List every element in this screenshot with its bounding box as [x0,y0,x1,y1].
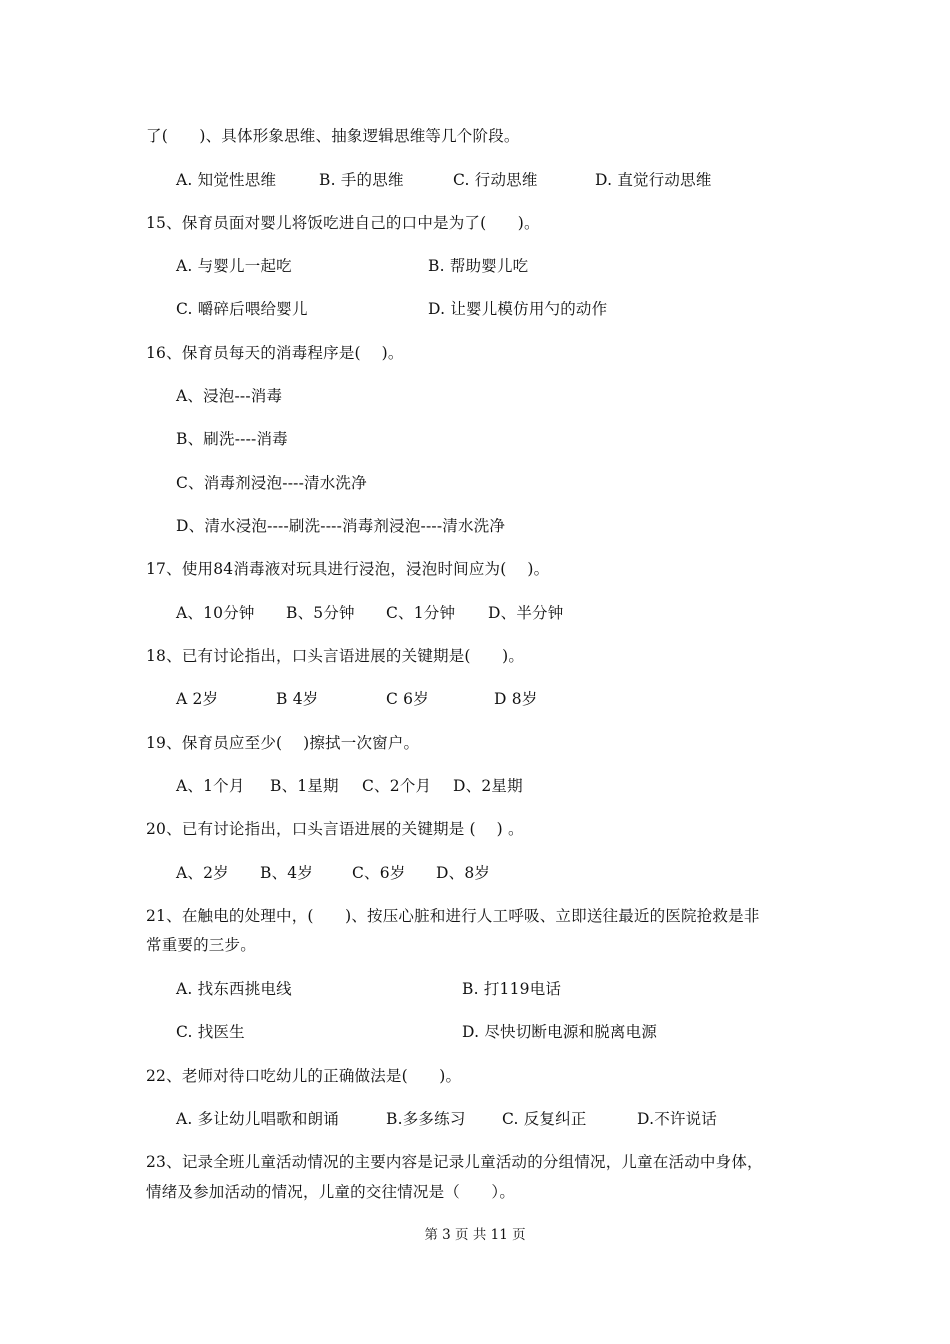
page-footer: 第 3 页 共 11 页 [424,1227,526,1243]
q18-stem: 18、已有讨论指出，口头言语进展的关键期是( )。 [146,647,525,665]
q20-option-a: A、2岁 [176,864,229,882]
q20-stem: 20、已有讨论指出，口头言语进展的关键期是 ( ) 。 [146,820,524,838]
q17-option-d: D、半分钟 [488,604,564,622]
q16-option-c: C、消毒剂浸泡----清水洗净 [176,474,367,492]
q15-option-d: D. 让婴儿模仿用勺的动作 [428,300,608,318]
q21-stem-line2: 常重要的三步。 [146,936,256,954]
q14-stem-continuation: 了( )、具体形象思维、抽象逻辑思维等几个阶段。 [146,127,520,145]
q16-option-d: D、清水浸泡----刷洗----消毒剂浸泡----清水洗净 [176,517,506,535]
q19-option-a: A、1个月 [176,777,245,795]
q16-option-b: B、刷洗----消毒 [176,430,288,448]
q14-option-d: D. 直觉行动思维 [595,171,712,189]
q22-option-d: D.不许说话 [637,1110,718,1128]
q14-option-c: C. 行动思维 [453,171,538,189]
q17-stem: 17、使用84消毒液对玩具进行浸泡，浸泡时间应为( )。 [146,560,550,578]
q18-option-c: C 6岁 [386,690,429,708]
q21-option-d: D. 尽快切断电源和脱离电源 [462,1023,658,1041]
q20-option-c: C、6岁 [352,864,406,882]
q21-stem-line1: 21、在触电的处理中，( )、按压心脏和进行人工呼吸、立即送往最近的医院抢救是非 [146,907,760,925]
q15-option-a: A. 与婴儿一起吃 [176,257,292,275]
q17-option-b: B、5分钟 [286,604,355,622]
q23-stem-line1: 23、记录全班儿童活动情况的主要内容是记录儿童活动的分组情况，儿童在活动中身体， [146,1153,763,1171]
q19-option-c: C、2个月 [362,777,432,795]
q16-stem: 16、保育员每天的消毒程序是( )。 [146,344,404,362]
q18-option-d: D 8岁 [494,690,538,708]
q20-option-b: B、4岁 [260,864,314,882]
q17-option-c: C、1分钟 [386,604,456,622]
q22-option-b: B.多多练习 [386,1110,466,1128]
q16-option-a: A、浸泡---消毒 [176,387,283,405]
q18-option-b: B 4岁 [276,690,319,708]
q21-option-b: B. 打119电话 [462,980,562,998]
q14-option-b: B. 手的思维 [319,171,404,189]
q21-option-c: C. 找医生 [176,1023,245,1041]
q21-option-a: A. 找东西挑电线 [176,980,292,998]
q18-option-a: A 2岁 [176,690,219,708]
q20-option-d: D、8岁 [436,864,491,882]
q22-option-a: A. 多让幼儿唱歌和朗诵 [176,1110,339,1128]
q19-option-b: B、1星期 [270,777,339,795]
q23-stem-line2: 情绪及参加活动的情况，儿童的交往情况是（ ）。 [146,1183,516,1201]
q15-option-b: B. 帮助婴儿吃 [428,257,529,275]
q22-stem: 22、老师对待口吃幼儿的正确做法是( )。 [146,1067,462,1085]
q22-option-c: C. 反复纠正 [502,1110,587,1128]
q17-option-a: A、10分钟 [176,604,255,622]
q19-option-d: D、2星期 [453,777,523,795]
q19-stem: 19、保育员应至少( )擦拭一次窗户。 [146,734,420,752]
q15-option-c: C. 嚼碎后喂给婴儿 [176,300,308,318]
q14-option-a: A. 知觉性思维 [176,171,277,189]
q15-stem: 15、保育员面对婴儿将饭吃进自己的口中是为了( )。 [146,214,540,232]
